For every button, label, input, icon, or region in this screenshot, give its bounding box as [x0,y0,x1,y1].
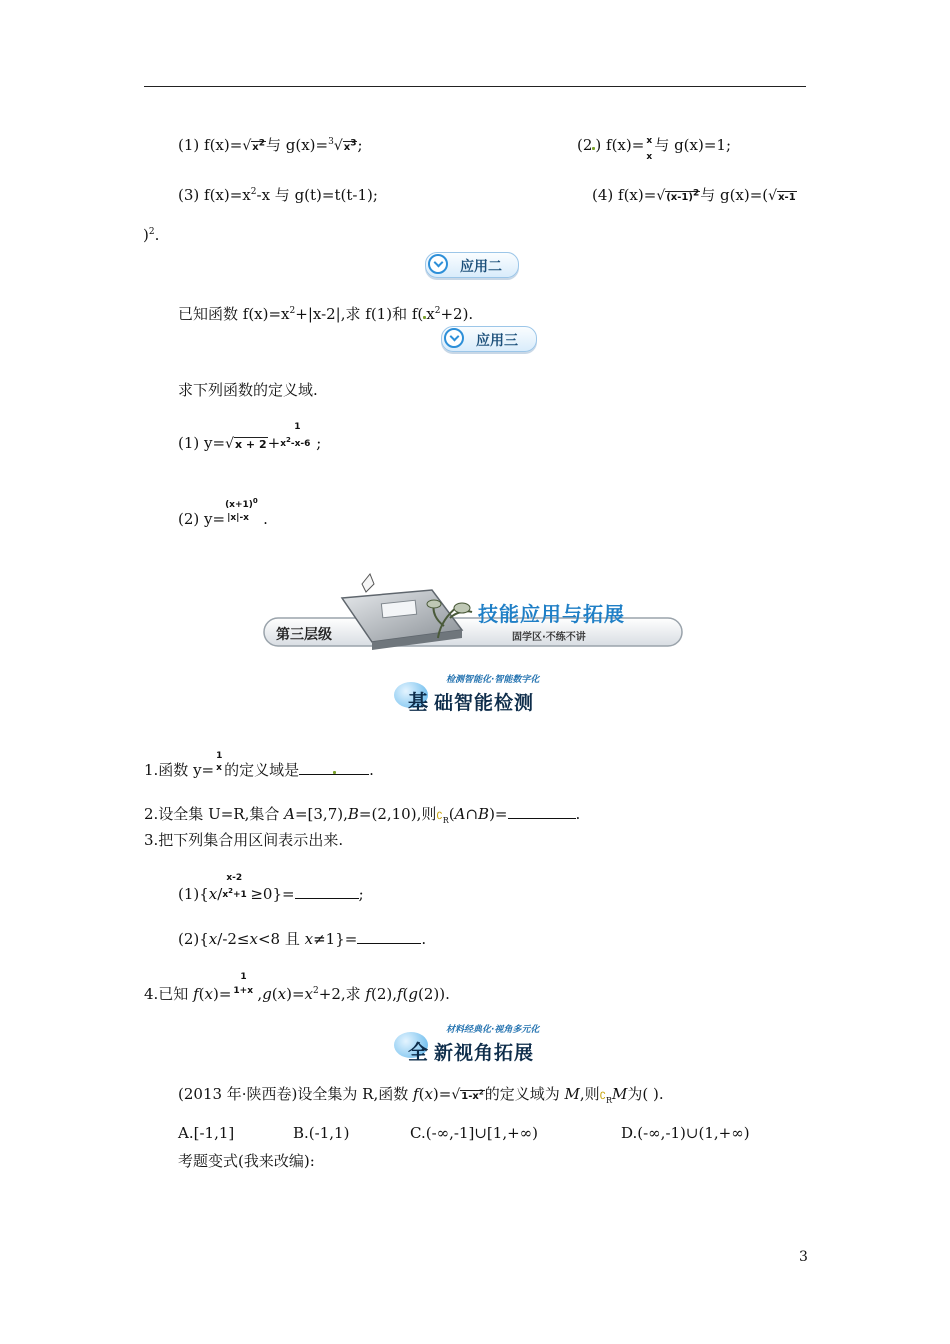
new-view-title: 新视角拓展 [434,1042,535,1064]
header-rule [144,86,806,87]
item-1-g-radicand-text: x [343,142,351,153]
level3-tag: 第三层级 [276,627,332,643]
var-x: x [208,885,218,903]
exercise-2-c: ( [448,805,455,823]
exercise-3-2-e: . [421,930,427,948]
exam-question [178,1083,664,1105]
app3-q1-den-x: x [280,439,286,449]
item-1 [178,134,363,155]
item-4 [592,184,797,205]
exercise-4-a: 4.已知 [144,985,194,1003]
new-view-slogan: 材料经典化·视角多元化 [446,1025,540,1035]
exercise-3-2-answer-blank[interactable] [357,929,421,944]
exercise-4-e: ( [271,985,278,1003]
exam-radicand [460,1090,484,1102]
chevron-down-icon [428,254,448,274]
basic-check-heading [394,675,564,714]
sqrt-icon: √ [451,1087,461,1103]
exercise-4-d: , [257,985,263,1003]
app3-q1-label: (1) y= [178,434,226,452]
app2-question-a: 已知函数 f(x)=x [178,305,290,323]
banner-app2 [425,252,519,278]
item-1-mid: 与 g(x)= [265,136,329,154]
exercise-1-answer-blank[interactable] [299,760,369,775]
sqrt-icon: √ [242,138,252,154]
app3-q2-num [225,497,258,510]
basic-check-big-char: 基 [408,690,428,714]
app3-q2-label: (2) y= [178,510,226,528]
exam-variant-prompt: 考题变式(我来改编): [178,1152,315,1170]
exercise-2-d: )= [489,805,508,823]
new-view-big-char: 全 [408,1040,428,1064]
app2-sup-1: 2 [289,306,296,316]
option-d[interactable]: D.(-∞,-1)∪(1,+∞) [621,1124,750,1142]
exercise-4-sup: 2 [313,986,319,996]
app3-q1-num: 1 [294,422,301,432]
item-4-cont-text: ) [143,226,149,244]
option-b[interactable]: B.(-1,1) [293,1124,350,1142]
option-a[interactable]: A.[-1,1] [178,1124,235,1142]
var-x: x [208,930,218,948]
var-x: x [424,1085,433,1103]
func-g: g [262,985,272,1003]
exercise-2-a: 2.设全集 U=R,集合 [144,805,285,823]
exercise-4-den: 1+x [233,986,254,996]
banner-app3 [441,326,537,352]
app3-q1 [178,422,322,452]
exercise-2-answer-blank[interactable] [508,804,576,819]
exercise-4-f2: )= [286,985,305,1003]
level3-subtitle: 固学区·不练不讲 [512,632,586,643]
app2-question-b: +|x-2|,求 f(1)和 f( [295,305,424,323]
complement-subscript: R [605,1096,613,1105]
app3-q2-num-sup: 0 [252,497,258,505]
app3-q1-den-sup: 2 [286,436,291,444]
item-2-frac-num: x [646,136,653,146]
item-1-end: ; [357,136,363,154]
exercise-3-2-b: /-2≤ [217,930,250,948]
item-4-f-sup: 2 [692,188,700,199]
exercise-3-1-den-x: x [222,890,229,900]
exercise-4-i: ( [402,985,409,1003]
exercise-4 [144,972,450,1004]
set-A: A [284,805,295,823]
exercise-3-2-d: ≠1}= [313,930,358,948]
app3-prompt: 求下列函数的定义域. [178,381,318,399]
exam-e: ,则 [579,1085,600,1103]
exam-b: ( [418,1085,425,1103]
item-1-f: f(x)= [204,136,243,154]
exam-g: 为( ). [627,1085,664,1103]
complement-icon: ∁ [599,1091,606,1102]
exercise-1 [144,751,374,780]
item-3 [178,184,378,205]
exercise-4-g2: +2,求 [318,985,366,1003]
exam-a: (2013 年·陕西卷)设全集为 R,函数 [178,1085,414,1103]
func-f: f [193,985,199,1003]
exercise-4-c: )= [212,985,232,1003]
app2-question [178,303,473,324]
level3-title: 技能应用与拓展 [478,602,625,626]
exercise-2-a2: =[3,7), [294,805,348,823]
exercise-3-1-c: ; [358,885,364,903]
app3-q2-den: |x|-x [227,513,249,523]
exercise-3: 3.把下列集合用区间表示出来. [144,831,344,849]
level3-banner [262,572,686,656]
option-c[interactable]: C.(-∞,-1]∪[1,+∞) [410,1124,539,1142]
exam-radicand-text: 1-x [461,1091,479,1102]
app3-q2-num-text: (x+1) [225,500,253,510]
item-2-f: ) f(x)= [595,136,645,154]
item-4-cont-sup: 2 [148,227,155,237]
set-A: A [454,805,466,823]
new-view-heading [394,1025,564,1064]
item-4-label: (4) f(x)= [592,186,657,204]
exercise-4-b: ( [198,985,205,1003]
app3-q1-den-rest: -x-6 [290,439,311,449]
exercise-1-den: x [216,763,222,773]
sqrt-icon: √ [768,188,778,204]
exam-d: 的定义域为 [484,1085,565,1103]
exercise-3-2-a: (2){ [178,930,209,948]
exercise-1-num: 1 [216,751,223,761]
exercise-4-j: (2)). [418,985,450,1003]
sqrt-icon: √ [225,436,234,452]
sup-2: 2 [258,138,265,149]
item-4-continuation [143,226,159,244]
set-M: M [564,1085,580,1103]
item-2-mid: 与 g(x)=1; [654,136,732,154]
exercise-3-1-a: (1){ [178,885,209,903]
exercise-3-1-den-sup: 2 [228,887,234,895]
item-3-text: (3) f(x)=x [178,186,251,204]
app3-q2-end: . [263,510,268,528]
var-x: x [304,930,314,948]
exercise-3-1-slash: / [217,885,223,903]
app3-q1-den [280,436,310,449]
exercise-4-h: (2), [370,985,397,1003]
app3-q2 [178,497,268,528]
item-4-f-radicand [665,188,700,203]
exercise-3-1-b: ≥0}= [250,885,295,903]
basic-check-title: 础智能检测 [434,692,535,714]
exercise-2 [144,803,580,825]
item-4-cont-end: . [154,226,160,244]
page-number: 3 [799,1249,808,1265]
exam-c: )= [432,1085,452,1103]
intersection-symbol: ∩ [465,805,479,823]
basic-check-slogan: 检测智能化·智能数字化 [446,675,540,685]
item-1-g-radicand [343,138,358,153]
chevron-down-icon [444,328,464,348]
item-4-g-radicand: x-1 [778,192,796,203]
set-B: B [347,805,359,823]
app3-q1-plus: + [267,434,281,452]
exercise-1-c: . [369,761,374,779]
item-2-label: (2 [577,136,593,154]
exercise-2-b2: =(2,10),则 [358,805,437,823]
exercise-3-1-answer-blank[interactable] [295,884,359,899]
item-2-frac-den: x [646,152,653,162]
cbrt-icon: √ [333,138,343,154]
var-x: x [204,985,213,1003]
item-3-rest: -x 与 g(t)=t(t-1); [256,186,378,204]
item-1-label: (1) [178,136,200,154]
exam-radicand-sup: 2 [478,1088,484,1097]
exercise-4-num: 1 [240,972,247,982]
complement-subscript: R [442,816,449,825]
item-1-f-radicand-text: x [252,142,259,153]
func-f: f [396,985,403,1003]
exercise-1-b: 的定义域是 [224,761,300,779]
func-f: f [365,985,371,1003]
complement-icon: ∁ [436,811,443,822]
item-4-mid: 与 g(x)=( [700,186,769,204]
banner-app3-label: 应用三 [476,333,518,349]
app2-question-d: +2). [440,305,474,323]
exercise-3-1-num: x-2 [226,873,243,883]
item-3-sup: 2 [250,187,257,197]
exercise-2-e: . [575,805,581,823]
func-f: f [413,1085,419,1103]
marker-dot-icon [333,771,336,774]
set-M: M [612,1085,628,1103]
exercise-3-1-den [222,887,247,900]
app2-question-c: x [426,305,435,323]
item-4-f-radicand-text: (x-1) [666,192,693,203]
var-x: x [277,985,287,1003]
app3-q1-radicand: x + 2 [234,438,267,451]
exercise-3-2 [178,928,426,949]
app2-sup-2: 2 [434,306,441,316]
func-g: g [408,985,419,1003]
item-1-f-radicand [251,138,266,153]
sqrt-icon: √ [656,188,666,204]
exercise-3-2-c: <8 且 [257,930,305,948]
exercise-1-a: 1.函数 y= [144,761,215,779]
var-x: x [249,930,258,948]
exercise-3-1 [178,873,364,903]
app3-q1-end: ; [316,434,322,452]
banner-app2-label: 应用二 [460,259,502,275]
var-x: x [304,985,314,1003]
set-B: B [478,805,490,823]
item-2 [577,134,732,162]
root-index: 3 [328,137,334,147]
sup-3: 3 [350,138,357,149]
exercise-3-1-den-rest: +1 [233,890,247,900]
